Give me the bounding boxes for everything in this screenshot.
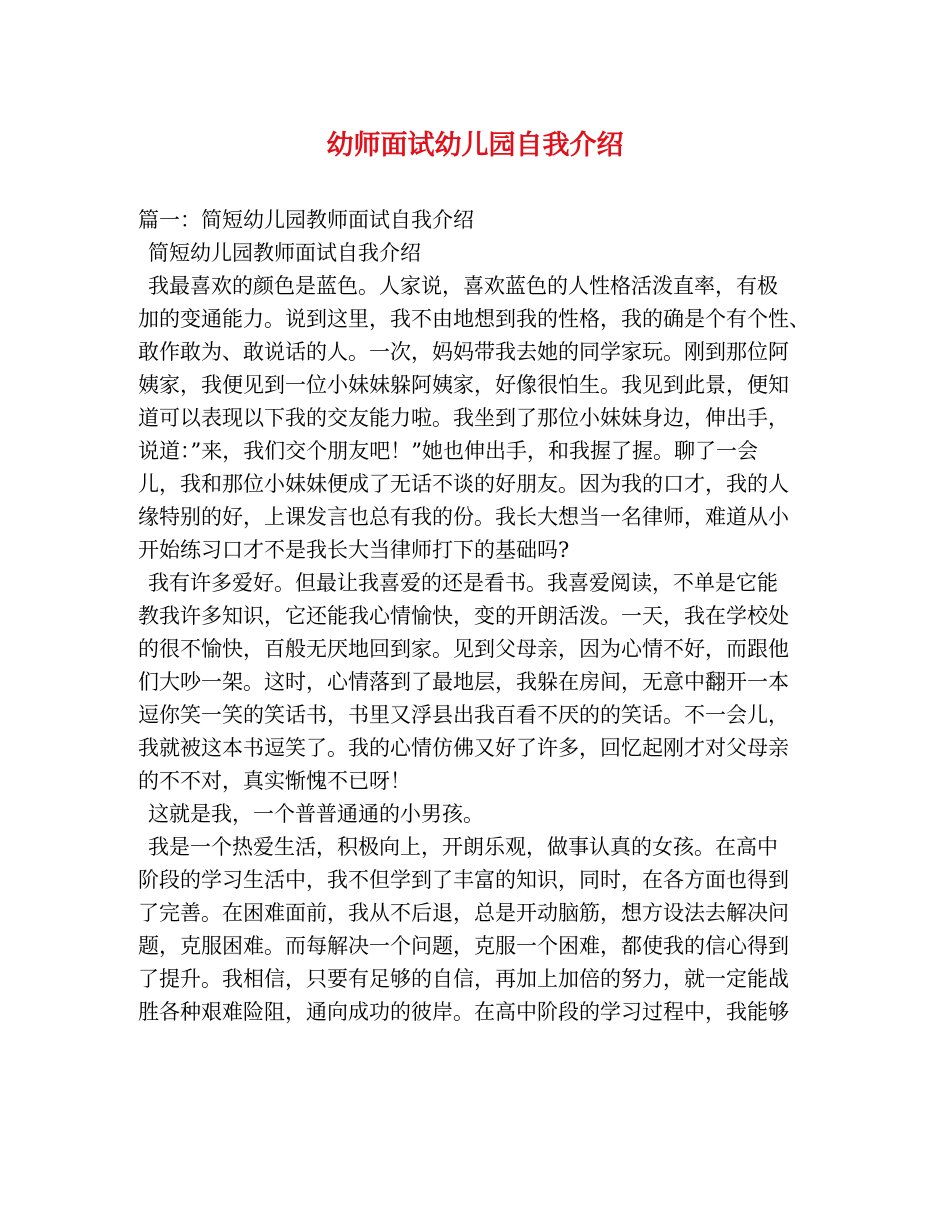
paragraph-line: 儿，我和那位小妹妹便成了无话不谈的好朋友。因为我的口才，我的人	[138, 472, 789, 496]
paragraph-line: 们大吵一架。这时，心情落到了最地层，我躲在房间，无意中翻开一本	[138, 670, 789, 694]
section-heading: 篇一：简短幼儿园教师面试自我介绍	[138, 208, 474, 232]
paragraph-line: 阶段的学习生活中，我不但学到了丰富的知识，同时，在各方面也得到	[138, 868, 789, 892]
paragraph-line: 的不不对，真实惭愧不已呀！	[138, 769, 411, 793]
document-body	[138, 204, 818, 1029]
paragraph-line: 我是一个热爱生活，积极向上，开朗乐观，做事认真的女孩。在高中	[148, 835, 778, 859]
paragraph-line: 了完善。在困难面前，我从不后退，总是开动脑筋，想方设法去解决问	[138, 901, 789, 925]
paragraph-line: 我最喜欢的颜色是蓝色。人家说，喜欢蓝色的人性格活泼直率，有极	[148, 274, 778, 298]
paragraph-line: 道可以表现以下我的交友能力啦。我坐到了那位小妹妹身边，伸出手，	[138, 406, 789, 430]
paragraph-line: 题，克服困难。而每解决一个问题，克服一个困难，都使我的信心得到	[138, 934, 789, 958]
paragraph-line: 说道：”来，我们交个朋友吧！”她也伸出手，和我握了握。聊了一会	[138, 439, 758, 463]
document-title: 幼师面试幼儿园自我介绍	[326, 130, 624, 161]
paragraph-line: 了提升。我相信，只要有足够的自信，再加上加倍的努力，就一定能战	[138, 967, 789, 991]
paragraph-line: 开始练习口才不是我长大当律师打下的基础吗?	[138, 538, 570, 562]
paragraph-line: 胜各种艰难险阻，通向成功的彼岸。在高中阶段的学习过程中，我能够	[138, 1000, 789, 1024]
paragraph-line: 的很不愉快，百般无厌地回到家。见到父母亲，因为心情不好，而跟他	[138, 637, 789, 661]
paragraph-line: 这就是我，一个普普通通的小男孩。	[148, 802, 484, 826]
paragraph-line: 加的变通能力。说到这里，我不由地想到我的性格，我的确是个有个性、	[138, 307, 810, 331]
paragraph-line: 教我许多知识，它还能我心情愉快，变的开朗活泼。一天，我在学校处	[138, 604, 789, 628]
paragraph-line: 敢作敢为、敢说话的人。一次，妈妈带我去她的同学家玩。刚到那位阿	[138, 340, 789, 364]
paragraph-line: 逗你笑一笑的笑话书，书里又浮县出我百看不厌的的笑话。不一会儿，	[138, 703, 789, 727]
subheading: 简短幼儿园教师面试自我介绍	[148, 241, 421, 265]
paragraph-line: 缘特别的好，上课发言也总有我的份。我长大想当一名律师，难道从小	[138, 505, 789, 529]
paragraph-line: 我就被这本书逗笑了。我的心情仿佛又好了许多，回忆起刚才对父母亲	[138, 736, 789, 760]
paragraph-line: 我有许多爱好。但最让我喜爱的还是看书。我喜爱阅读，不单是它能	[148, 571, 778, 595]
paragraph-line: 姨家，我便见到一位小妹妹躲阿姨家，好像很怕生。我见到此景，便知	[138, 373, 789, 397]
